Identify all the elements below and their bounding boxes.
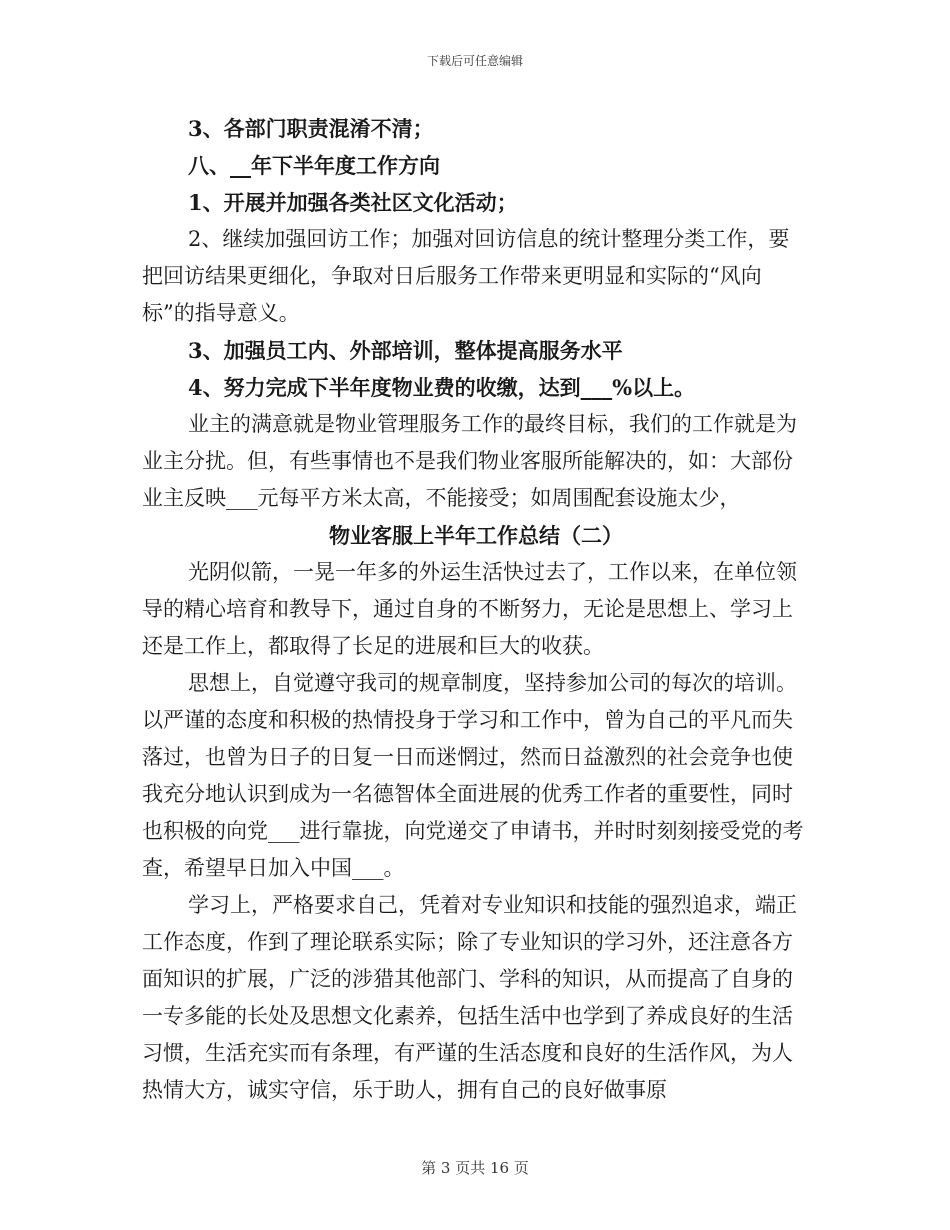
paragraph: 4、努力完成下半年度物业费的收缴，达到___%以上。 xyxy=(188,375,696,400)
page-footer: 第 3 页共 16 页 xyxy=(421,1159,529,1177)
document-title: 物业客服上半年工作总结（二） xyxy=(329,523,623,548)
paragraph: 3、加强员工内、外部培训，整体提高服务水平 xyxy=(188,338,623,363)
paragraph: 2、继续加强回访工作；加强对回访信息的统计整理分类工作，要把回访结果更细化，争取对日后服务工作带来更明显和实际的“风向标”的指导意义。 xyxy=(142,227,790,325)
document-body xyxy=(142,110,810,1109)
paragraph: 学习上，严格要求自己，凭着对专业知识和技能的强烈追求，端正工作态度，作到了理论联系实际；除了专业知识的学习外，还注意各方面知识的扩展，广泛的涉猎其他部门、学科的知识，从而提高了自身的一专多能的长处及思想文化素养，包括生活中也学到了养成良好的生活习惯，生活充实而有条理，有严谨的生活态度和良好的生活作风，为人热情大方，诚实守信，乐于助人，拥有自己的良好做事原 xyxy=(142,893,797,1102)
section-heading: 八、__年下半年度工作方向 xyxy=(188,153,440,178)
page-header: 下载后可任意编辑 xyxy=(426,54,523,68)
paragraph: 1、开展并加强各类社区文化活动； xyxy=(188,190,518,215)
paragraph: 3、各部门职责混淆不清； xyxy=(188,116,434,141)
paragraph: 思想上，自觉遵守我司的规章制度，坚持参加公司的每次的培训。以严谨的态度和积极的热情投身于学习和工作中，曾为自己的平凡而失落过，也曾为日子的日复一日而迷惘过，然而日益激烈的社会竞争也使我充分地认识到成为一名德智体全面进展的优秀工作者的重要性，同时也积极的向党___进行靠拢，向党递交了申请书，并时时刻刻接受党的考查，希望早日加入中国___。 xyxy=(142,671,804,880)
paragraph: 光阴似箭，一晃一年多的外运生活快过去了，工作以来，在单位领导的精心培育和教导下，通过自身的不断努力，无论是思想上、学习上还是工作上，都取得了长足的进展和巨大的收获。 xyxy=(142,560,797,658)
paragraph: 业主的满意就是物业管理服务工作的最终目标，我们的工作就是为业主分扰。但，有些事情也不是我们物业客服所能解决的，如：大部份业主反映___元每平方米太高，不能接受；如周围配套设施太少， xyxy=(142,412,797,510)
